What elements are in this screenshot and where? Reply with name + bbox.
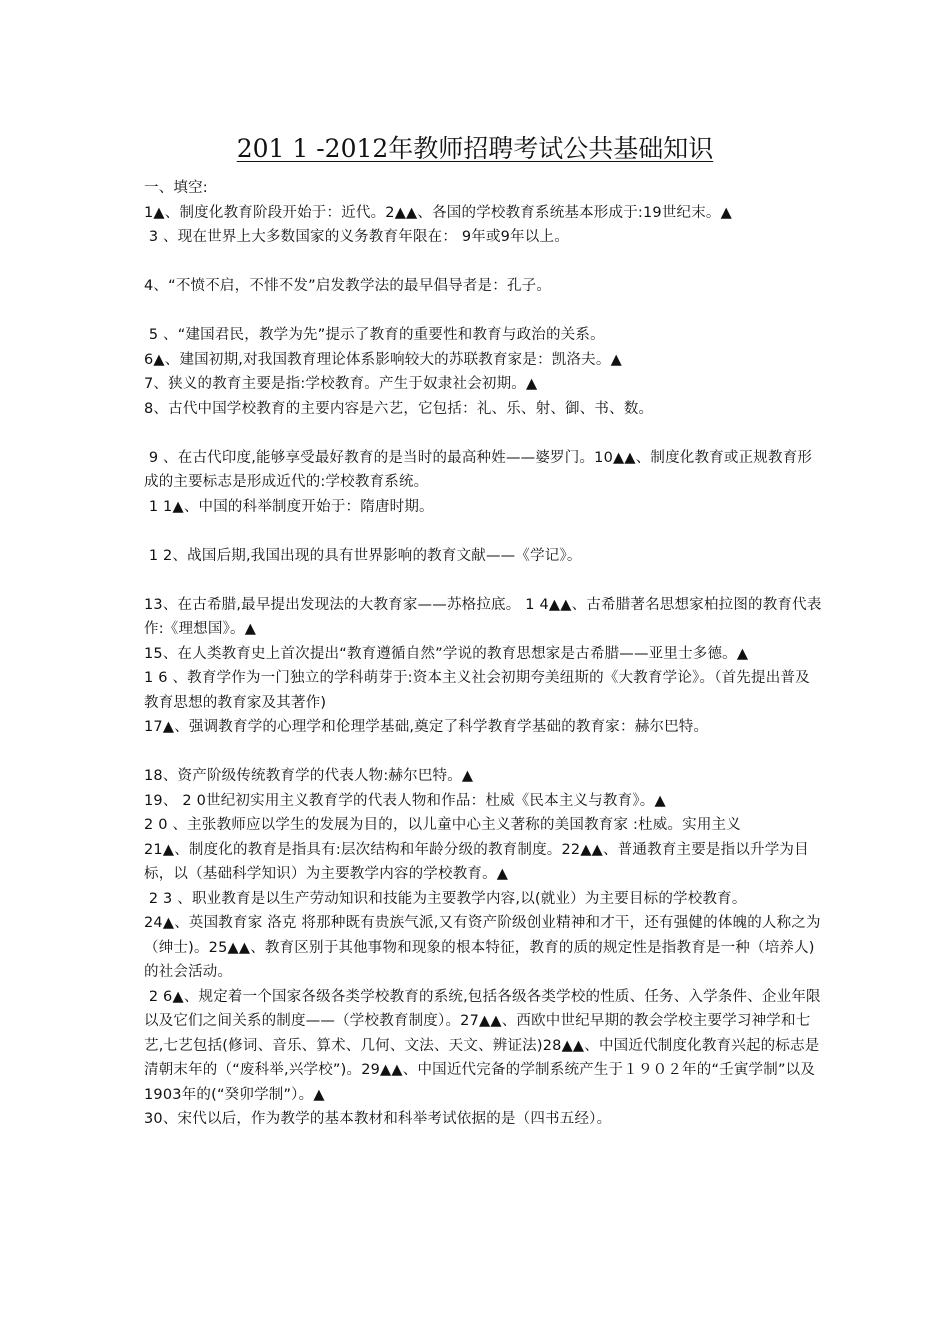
page-title: 201 1 -2012年教师招聘考试公共基础知识 <box>236 134 714 163</box>
text-line: 2 0 、主张教师应以学生的发展为目的，以儿童中心主义著称的美国教育家 :杜威。实用主义 <box>144 817 741 833</box>
section-heading: 一、填空: <box>144 180 208 196</box>
text-line: 1 6 、教育学作为一门独立的学科萌芽于:资本主义社会初期夸美纽斯的《大教育学论》。（首先提出普及教育思想的教育家及其著作) <box>144 670 810 711</box>
text-line: 7、狭义的教育主要是指:学校教育。产生于奴隶社会初期。▲ <box>144 376 538 392</box>
text-line: 17▲、强调教育学的心理学和伦理学基础,奠定了科学教育学基础的教育家：赫尔巴特。 <box>144 719 709 735</box>
text-line: 3 、现在世界上大多数国家的义务教育年限在： 9年或9年以上。 <box>144 229 569 245</box>
text-line: 6▲、建国初期,对我国教育理论体系影响较大的苏联教育家是：凯洛夫。▲ <box>144 351 622 368</box>
document-body <box>144 176 824 1132</box>
text-line: 4、“不愤不启，不悱不发”启发教学法的最早倡导者是：孔子。 <box>144 278 552 294</box>
text-line: 9 、在古代印度,能够享受最好教育的是当时的最高种姓——婆罗门。10▲▲、制度化教育或正规教育形成的主要标志是形成近代的:学校教育系统。 <box>144 449 813 490</box>
text-line: 21▲、制度化的教育是指具有:层次结构和年龄分级的教育制度。22▲▲、普通教育主要是指以升学为目标，以（基础科学知识）为主要教学内容的学校教育。▲ <box>144 841 809 882</box>
text-line: 24▲、英国教育家 洛克 将那种既有贵族气派,又有资产阶级创业精神和才干，还有强健的体魄的人称之为（绅士)。25▲▲、教育区别于其他事物和现象的根本特征，教育的质的规定性是指教育是一种（培养人)的社会活动。 <box>144 915 821 980</box>
text-line: 1 1▲、中国的科举制度开始于：隋唐时期。 <box>144 498 434 515</box>
text-line: 19、 2 0世纪初实用主义教育学的代表人物和作品：杜威《民本主义与教育》。▲ <box>144 792 666 809</box>
text-line: 30、宋代以后，作为教学的基本教材和科举考试依据的是（四书五经）。 <box>144 1111 612 1127</box>
text-line: 13、在古希腊,最早提出发现法的大教育家——苏格拉底。 1 4▲▲、古希腊著名思想家柏拉图的教育代表作:《理想国》。▲ <box>144 596 822 637</box>
text-line: 15、在人类教育史上首次提出“教育遵循自然”学说的教育思想家是古希腊——亚里士多德。▲ <box>144 645 749 662</box>
text-line: 18、资产阶级传统教育学的代表人物:赫尔巴特。▲ <box>144 768 474 784</box>
text-line: 5 、“建国君民，教学为先”提示了教育的重要性和教育与政治的关系。 <box>144 327 605 343</box>
text-line: 8、古代中国学校教育的主要内容是六艺，它包括：礼、乐、射、御、书、数。 <box>144 400 654 417</box>
text-line: 1 2、战国后期,我国出现的具有世界影响的教育文献——《学记》。 <box>144 547 582 564</box>
text-line: 2 6▲、规定着一个国家各级各类学校教育的系统,包括各级各类学校的性质、任务、入学条件、企业年限以及它们之间关系的制度——（学校教育制度）。27▲▲、西欧中世纪早期的教会学校主要学习神学和七艺,七艺包括(修词、音乐、算术、几何、文法、天文、辨证法)28▲▲、中国近代制度化教育兴起的标志是清朝末年的（“废科举,兴学校”)。29▲▲、中国近代完备的学制系统产生于１９０２年的“壬寅学制”以及1903年的(“癸卯学制”）。▲ <box>144 988 821 1103</box>
text-line: 2 3 、职业教育是以生产劳动知识和技能为主要教学内容,以(就业）为主要目标的学校教育。 <box>144 890 747 907</box>
text-line: 1▲、制度化教育阶段开始于：近代。2▲▲、各国的学校教育系统基本形成于:19世纪末。▲ <box>144 204 732 221</box>
